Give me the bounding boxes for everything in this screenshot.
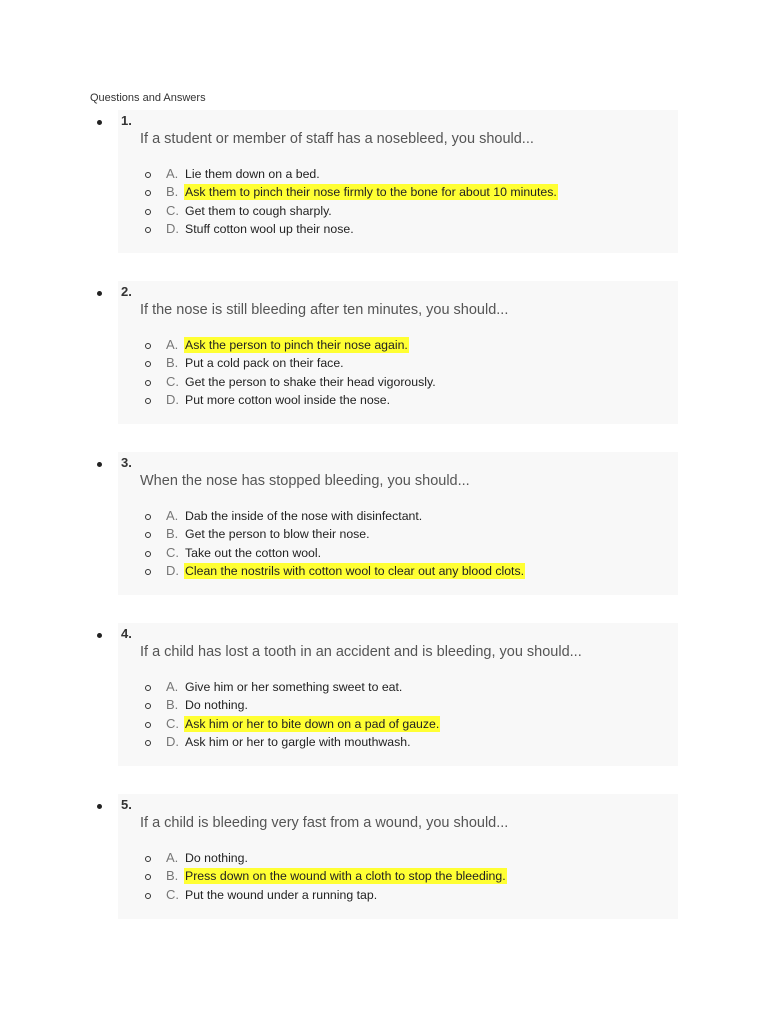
hollow-circle-bullet-icon [145, 856, 151, 862]
option-letter: B. [166, 184, 179, 200]
hollow-circle-bullet-icon [145, 569, 151, 575]
answer-option [118, 563, 638, 581]
option-text: Lie them down on a bed. [185, 167, 320, 181]
option-text: Do nothing. [185, 698, 248, 713]
question-number: 3. [121, 455, 132, 470]
hollow-circle-bullet-icon [145, 380, 151, 386]
option-letter: C. [166, 373, 179, 389]
hollow-circle-bullet-icon [145, 209, 151, 215]
question-text: When the nose has stopped bleeding, you should... [140, 473, 470, 489]
option-letter: C. [166, 544, 179, 560]
answer-option [118, 221, 638, 239]
question-text: If a child is bleeding very fast from a wound, you should... [140, 815, 509, 831]
option-letter: A. [166, 337, 179, 352]
question-card [118, 623, 678, 766]
option-letter: D. [166, 733, 179, 749]
question-number: 2. [121, 284, 132, 299]
answer-option [118, 887, 638, 905]
answer-option [118, 508, 638, 526]
option-letter: A. [166, 508, 179, 523]
page-title: Questions and Answers [90, 92, 206, 104]
highlighted-correct-answer: Ask them to pinch their nose firmly to the bone for about 10 minutes. [185, 185, 557, 200]
question-text: If a child has lost a tooth in an accident and is bleeding, you should... [140, 644, 582, 660]
hollow-circle-bullet-icon [145, 874, 151, 880]
option-text: Dab the inside of the nose with disinfectant. [185, 509, 423, 523]
answer-option [118, 392, 638, 410]
question-card [118, 110, 678, 253]
hollow-circle-bullet-icon [145, 685, 151, 691]
option-text: Get the person to blow their nose. [185, 527, 370, 542]
question-bullet-icon [97, 462, 102, 467]
question-bullet-icon [97, 804, 102, 809]
hollow-circle-bullet-icon [145, 893, 151, 899]
option-letter: D. [166, 391, 179, 407]
question-card [118, 452, 678, 595]
option-letter: B. [166, 868, 179, 884]
question-card [118, 794, 678, 919]
answer-option [118, 337, 638, 355]
answer-option [118, 734, 638, 752]
hollow-circle-bullet-icon [145, 227, 151, 233]
question-number: 5. [121, 797, 132, 812]
hollow-circle-bullet-icon [145, 722, 151, 728]
option-letter: B. [166, 355, 179, 371]
option-text: Get them to cough sharply. [185, 203, 332, 218]
option-text: Put a cold pack on their face. [185, 356, 344, 371]
answer-option [118, 850, 638, 868]
option-letter: C. [166, 202, 179, 218]
answer-option [118, 697, 638, 715]
answer-option [118, 545, 638, 563]
question-bullet-icon [97, 633, 102, 638]
highlighted-correct-answer: Ask the person to pinch their nose again. [185, 338, 408, 352]
highlighted-correct-answer: Ask him or her to bite down on a pad of gauze. [185, 716, 440, 731]
option-text: Give him or her something sweet to eat. [185, 680, 403, 694]
question-number: 4. [121, 626, 132, 641]
option-text: Take out the cotton wool. [185, 545, 322, 560]
answer-option [118, 203, 638, 221]
question-bullet-icon [97, 120, 102, 125]
question-text: If the nose is still bleeding after ten minutes, you should... [140, 302, 509, 318]
option-letter: A. [166, 166, 179, 181]
option-text: Ask him or her to gargle with mouthwash. [185, 734, 411, 749]
answer-option [118, 374, 638, 392]
hollow-circle-bullet-icon [145, 361, 151, 367]
option-text: Do nothing. [185, 851, 248, 865]
question-card [118, 281, 678, 424]
option-text: Get the person to shake their head vigorously. [185, 374, 436, 389]
hollow-circle-bullet-icon [145, 703, 151, 709]
hollow-circle-bullet-icon [145, 172, 151, 178]
answer-option [118, 716, 638, 734]
hollow-circle-bullet-icon [145, 532, 151, 538]
option-text: Put more cotton wool inside the nose. [185, 392, 391, 407]
answer-option [118, 868, 638, 886]
highlighted-correct-answer: Press down on the wound with a cloth to stop the bleeding. [185, 869, 506, 884]
option-text: Put the wound under a running tap. [185, 887, 378, 902]
option-letter: C. [166, 886, 179, 902]
hollow-circle-bullet-icon [145, 551, 151, 557]
question-text: If a student or member of staff has a nosebleed, you should... [140, 131, 534, 147]
answer-option [118, 679, 638, 697]
question-bullet-icon [97, 291, 102, 296]
hollow-circle-bullet-icon [145, 190, 151, 196]
hollow-circle-bullet-icon [145, 740, 151, 746]
option-letter: D. [166, 220, 179, 236]
hollow-circle-bullet-icon [145, 398, 151, 404]
answer-option [118, 184, 638, 202]
option-text: Stuff cotton wool up their nose. [185, 221, 354, 236]
question-number: 1. [121, 113, 132, 128]
answer-option [118, 355, 638, 373]
option-letter: B. [166, 526, 179, 542]
option-letter: A. [166, 679, 179, 694]
option-letter: B. [166, 697, 179, 713]
answer-option [118, 166, 638, 184]
hollow-circle-bullet-icon [145, 514, 151, 520]
hollow-circle-bullet-icon [145, 343, 151, 349]
option-letter: D. [166, 562, 179, 578]
answer-option [118, 526, 638, 544]
option-letter: C. [166, 715, 179, 731]
highlighted-correct-answer: Clean the nostrils with cotton wool to clear out any blood clots. [185, 563, 525, 578]
option-letter: A. [166, 850, 179, 865]
